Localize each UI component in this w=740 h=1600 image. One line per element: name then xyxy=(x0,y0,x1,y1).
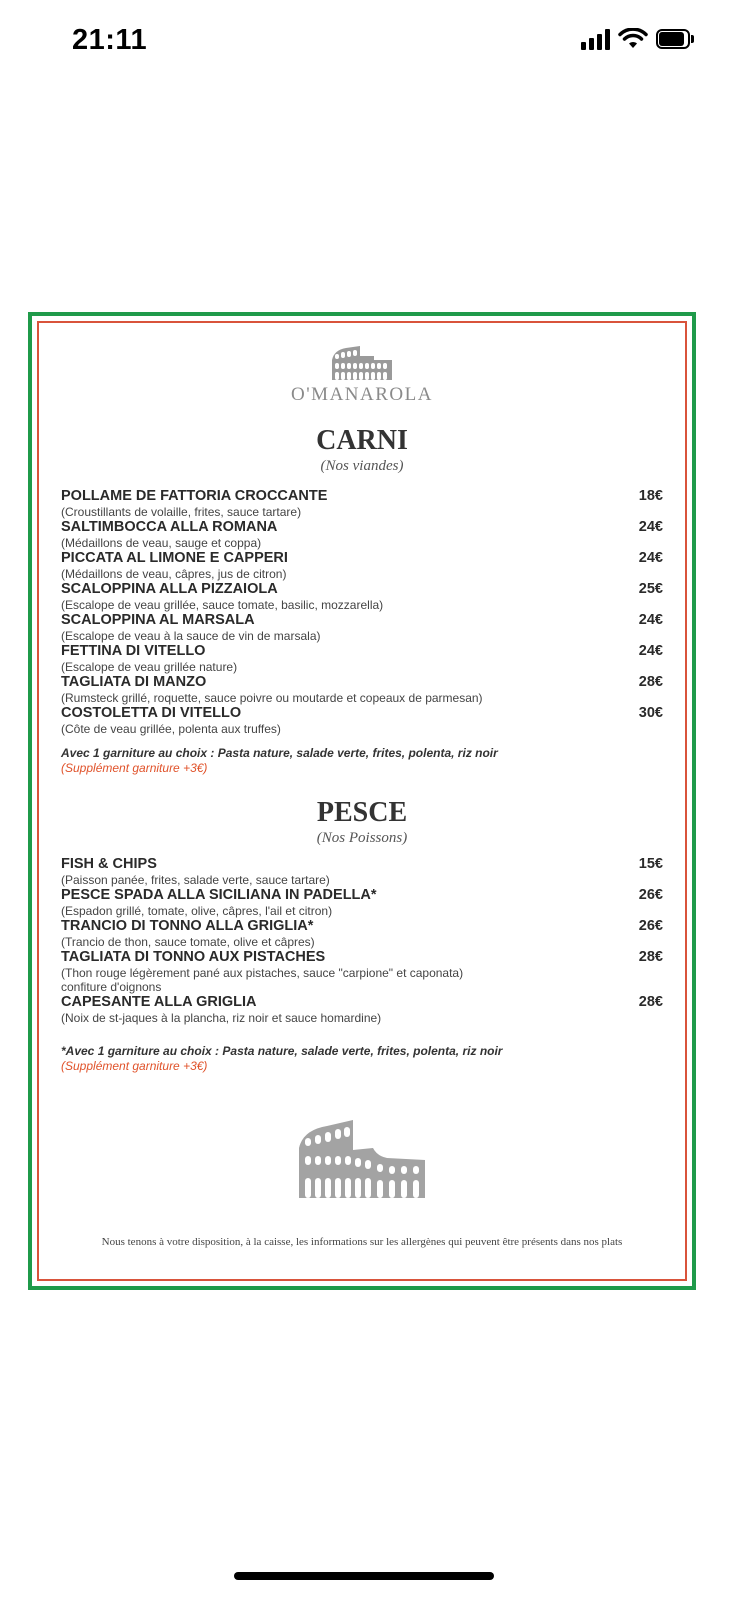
restaurant-logo xyxy=(32,344,692,406)
status-bar xyxy=(0,0,740,84)
menu-card xyxy=(28,312,696,1290)
dish-name: TRANCIO DI TONNO ALLA GRIGLIA* xyxy=(61,918,314,934)
section-subtitle: (Nos Poissons) xyxy=(316,830,408,846)
dish-description-continued: confiture d'oignons xyxy=(61,980,162,994)
menu-item xyxy=(61,887,663,918)
dish-name: SCALOPPINA ALLA PIZZAIOLA xyxy=(61,581,278,597)
dish-price: 24€ xyxy=(638,550,663,566)
carni-header xyxy=(32,426,692,476)
menu-item xyxy=(61,488,663,519)
home-indicator[interactable] xyxy=(234,1572,494,1580)
dish-description: (Noix de st-jaques à la plancha, riz noir et sauce homardine) xyxy=(61,1011,382,1025)
garnish-supplement: (Supplément garniture +3€) xyxy=(61,761,208,775)
garnish-text: Avec 1 garniture au choix : Pasta nature, salade verte, frites, polenta, riz noir xyxy=(61,746,498,760)
menu-item xyxy=(61,550,663,581)
section-title: PESCE xyxy=(316,797,408,828)
menu-item xyxy=(61,918,663,949)
battery-icon xyxy=(656,29,694,49)
dish-price: 24€ xyxy=(638,519,663,535)
status-time: 21:11 xyxy=(72,24,148,56)
dish-description: (Médaillons de veau, câpres, jus de citron) xyxy=(61,567,287,581)
garnish-text: *Avec 1 garniture au choix : Pasta nature, salade verte, frites, polenta, riz noir xyxy=(61,1044,503,1058)
dish-name: PESCE SPADA ALLA SICILIANA IN PADELLA* xyxy=(61,887,377,903)
carni-garnish-note xyxy=(61,746,672,776)
allergen-note: Nous tenons à votre disposition, à la caisse, les informations sur les allergènes qui peuvent être présents dans nos plats xyxy=(101,1236,623,1248)
menu-item xyxy=(61,856,663,887)
dish-price: 26€ xyxy=(638,887,663,903)
status-icons xyxy=(581,28,694,50)
dish-description: (Croustillants de volaille, frites, sauce tartare) xyxy=(61,505,302,519)
pesce-garnish-note xyxy=(61,1044,672,1074)
dish-description: (Paisson panée, frites, salade verte, sauce tartare) xyxy=(61,873,330,887)
wifi-icon xyxy=(618,28,648,50)
menu-item xyxy=(61,949,663,994)
dish-name: POLLAME DE FATTORIA CROCCANTE xyxy=(61,488,328,504)
dish-name: PICCATA AL LIMONE E CAPPERI xyxy=(61,550,288,566)
garnish-supplement: (Supplément garniture +3€) xyxy=(61,1059,208,1073)
signal-icon xyxy=(581,28,610,50)
dish-description: (Escalope de veau grillée, sauce tomate, basilic, mozzarella) xyxy=(61,598,384,612)
pesce-list xyxy=(61,856,663,1025)
colosseum-illustration xyxy=(32,1118,692,1205)
dish-price: 26€ xyxy=(638,918,663,934)
dish-description: (Côte de veau grillée, polenta aux truffes) xyxy=(61,722,281,736)
section-title: CARNI xyxy=(316,425,408,456)
section-subtitle: (Nos viandes) xyxy=(320,458,404,474)
carni-list xyxy=(61,488,663,736)
dish-description: (Thon rouge légèrement pané aux pistaches, sauce "carpione" et caponata) xyxy=(61,966,464,980)
dish-name: TAGLIATA DI TONNO AUX PISTACHES xyxy=(61,949,326,965)
dish-name: SCALOPPINA AL MARSALA xyxy=(61,612,255,628)
dish-name: SALTIMBOCCA ALLA ROMANA xyxy=(61,519,278,535)
dish-description: (Médaillons de veau, sauge et coppa) xyxy=(61,536,262,550)
dish-name: COSTOLETTA DI VITELLO xyxy=(61,705,242,721)
menu-item xyxy=(61,674,663,705)
colosseum-large-icon xyxy=(297,1118,427,1200)
dish-name: CAPESANTE ALLA GRIGLIA xyxy=(61,994,257,1010)
brand-name: O'MANAROLA xyxy=(291,384,433,405)
dish-price: 25€ xyxy=(638,581,663,597)
dish-price: 24€ xyxy=(638,612,663,628)
dish-description: (Rumsteck grillé, roquette, sauce poivre ou moutarde et copeaux de parmesan) xyxy=(61,691,483,705)
dish-price: 24€ xyxy=(638,643,663,659)
menu-item xyxy=(61,612,663,643)
dish-price: 28€ xyxy=(638,949,663,965)
dish-name: FETTINA DI VITELLO xyxy=(61,643,206,659)
menu-item xyxy=(61,994,663,1025)
dish-description: (Espadon grillé, tomate, olive, câpres, l'ail et citron) xyxy=(61,904,333,918)
menu-item xyxy=(61,643,663,674)
dish-name: FISH & CHIPS xyxy=(61,856,157,872)
menu-item xyxy=(61,519,663,550)
pesce-header xyxy=(32,798,692,848)
dish-description: (Escalope de veau à la sauce de vin de marsala) xyxy=(61,629,321,643)
dish-name: TAGLIATA DI MANZO xyxy=(61,674,207,690)
menu-item xyxy=(61,581,663,612)
dish-description: (Trancio de thon, sauce tomate, olive et câpres) xyxy=(61,935,315,949)
dish-price: 30€ xyxy=(638,705,663,721)
dish-price: 28€ xyxy=(638,994,663,1010)
menu-item xyxy=(61,705,663,736)
dish-price: 18€ xyxy=(638,488,663,504)
dish-description: (Escalope de veau grillée nature) xyxy=(61,660,238,674)
dish-price: 28€ xyxy=(638,674,663,690)
dish-price: 15€ xyxy=(638,856,663,872)
colosseum-icon xyxy=(330,344,394,382)
